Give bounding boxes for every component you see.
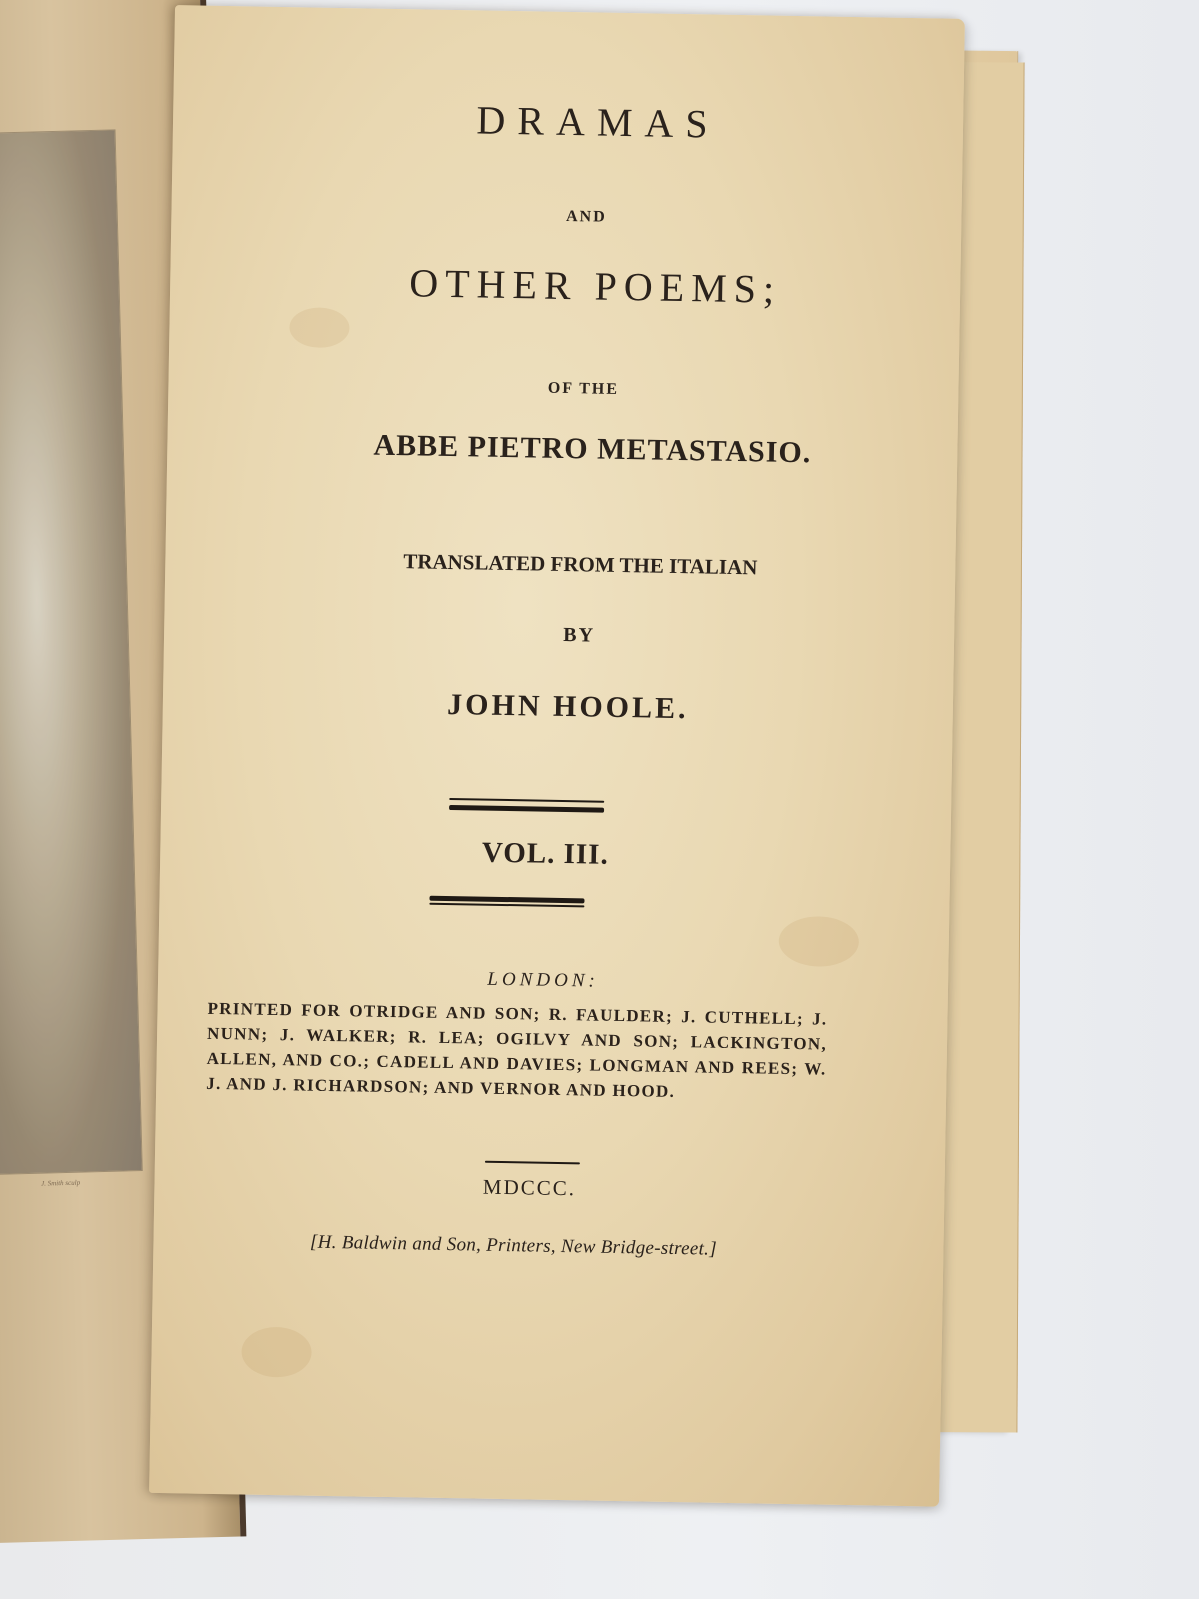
short-rule bbox=[485, 1161, 580, 1165]
double-rule-top bbox=[449, 798, 604, 803]
frontispiece-engraving bbox=[0, 129, 143, 1175]
foxing-spot bbox=[289, 307, 350, 348]
conjunction-and: AND bbox=[565, 207, 607, 226]
double-rule-bottom bbox=[429, 903, 584, 908]
title-line-1: DRAMAS bbox=[476, 97, 721, 147]
author-name: JOHN HOOLE. bbox=[446, 687, 689, 726]
printer-colophon: [H. Baldwin and Son, Printers, New Bridge-street.] bbox=[309, 1231, 718, 1260]
title-line-2: OTHER POEMS; bbox=[408, 260, 782, 312]
subject-name: ABBE PIETRO METASTASIO. bbox=[373, 428, 812, 470]
conjunction-of-the: OF THE bbox=[547, 379, 620, 398]
title-page bbox=[149, 5, 965, 1507]
double-rule-top-thick bbox=[449, 805, 604, 813]
foxing-spot bbox=[241, 1326, 312, 1377]
imprint-publishers: PRINTED FOR OTRIDGE AND SON; R. FAULDER; J. CUTHELL; J. NUNN; J. WALKER; R. LEA; OGILVY AND SON; LACKINGTON, ALLEN, AND CO.; CADELL AND DAVIES; LONGMAN AND REES; W. J. AND J. RICHARDSON; AND VERNOR AND HOOD. bbox=[206, 998, 828, 1101]
imprint-city: LONDON: bbox=[487, 968, 599, 992]
engraver-caption: J. Smith sculp bbox=[40, 1178, 81, 1188]
title-text bbox=[175, 5, 965, 1260]
publication-year: MDCCC. bbox=[482, 1174, 577, 1201]
by-label: BY bbox=[563, 623, 596, 647]
volume-number: VOL. III. bbox=[481, 836, 610, 871]
foxing-spot bbox=[778, 916, 859, 967]
translated-from: TRANSLATED FROM THE ITALIAN bbox=[403, 549, 758, 580]
